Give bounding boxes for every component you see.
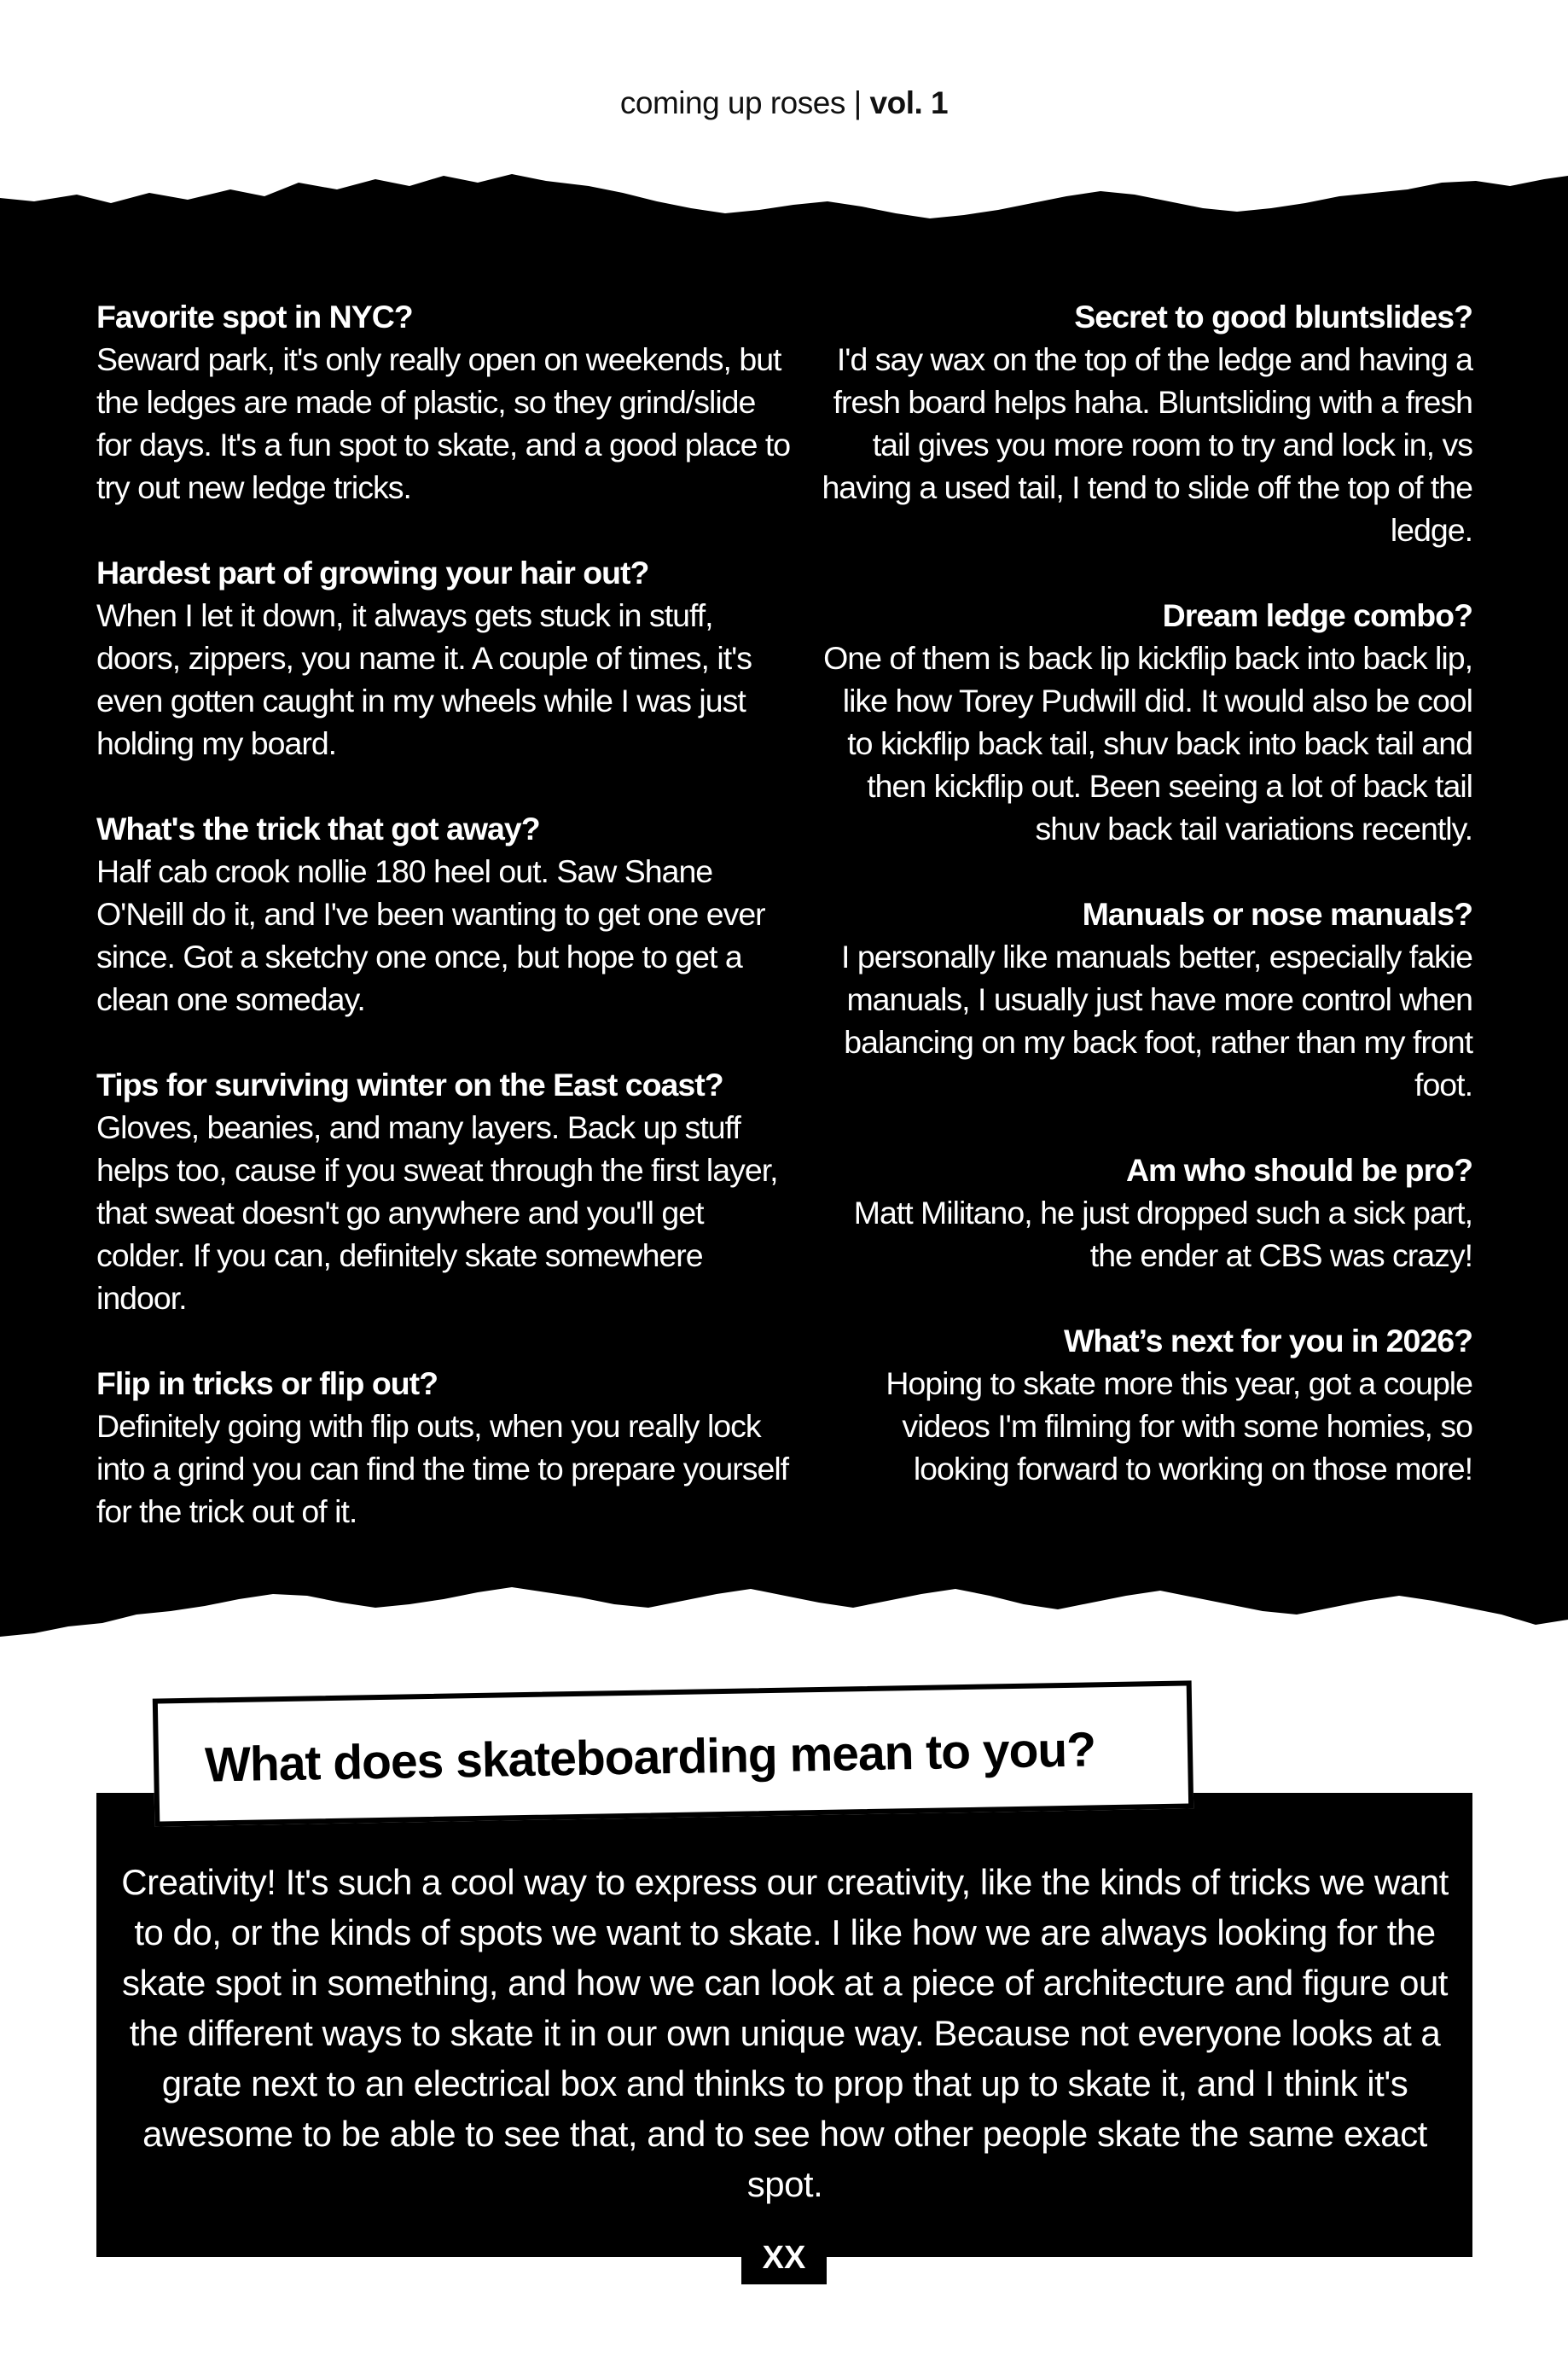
question: Am who should be pro? xyxy=(1125,1152,1472,1188)
question: What's the trick that got away? xyxy=(96,811,540,847)
question: Tips for surviving winter on the East coast? xyxy=(96,1067,723,1103)
question: Flip in tricks or flip out? xyxy=(96,1365,438,1401)
feature-title-tag xyxy=(153,1680,1193,1826)
qa-item xyxy=(96,807,796,1021)
answer: Half cab crook nollie 180 heel out. Saw Shane O'Neill do it, and I've been wanting to get one ever since. Got a sketchy one once, but hope to get a clean one someday. xyxy=(96,853,765,1017)
qa-item xyxy=(96,1063,796,1319)
answer: Matt Militano, he just dropped such a sick part, the ender at CBS was crazy! xyxy=(853,1195,1472,1273)
answer: When I let it down, it always gets stuck in stuff, doors, zippers, you name it. A couple of times, it's even gotten caught in my wheels while I was just holding my board. xyxy=(96,597,752,761)
answer: I'd say wax on the top of the ledge and having a fresh board helps haha. Bluntsliding with a fresh tail gives you more room to try and lock in, vs having a used tail, I tend to slide off the top of the ledge. xyxy=(822,341,1472,548)
feature-title: What does skateboarding mean to you? xyxy=(204,1722,1096,1793)
question: Manuals or nose manuals? xyxy=(1082,896,1472,932)
question: Favorite spot in NYC? xyxy=(96,299,413,335)
header-publication: coming up roses | xyxy=(619,85,870,120)
qa-item xyxy=(96,295,796,509)
qa-item xyxy=(819,295,1472,551)
answer: One of them is back lip kickflip back into back lip, like how Torey Pudwill did. It would also be cool to kickflip back tail, shuv back into back tail and then kickflip out. Been seeing a lot of back tail shuv back tail variations recently. xyxy=(823,640,1472,847)
left-interview-column xyxy=(96,295,796,1575)
question: Secret to good bluntslides? xyxy=(1074,299,1472,335)
question: What’s next for you in 2026? xyxy=(1063,1323,1472,1359)
answer: Gloves, beanies, and many layers. Back up stuff helps too, cause if you sweat through the first layer, that sweat doesn't go anywhere and you'll get colder. If you can, definitely skate somewhere indoor. xyxy=(96,1109,778,1316)
qa-item xyxy=(819,594,1472,850)
qa-item xyxy=(819,1149,1472,1277)
header-volume: vol. 1 xyxy=(869,85,949,120)
feature-answer: Creativity! It's such a cool way to express our creativity, like the kinds of tricks we want to do, or the kinds of spots we want to skate. I like how we are always looking for the skate spot in something, and how we can look at a piece of architecture and figure out the different ways to skate it in our own unique way. Because not everyone looks at a grate next to an electrical box and thinks to prop that up to skate it, and I think it's awesome to be able to see that, and to see how other people skate the same exact spot. xyxy=(121,1862,1449,2204)
qa-item xyxy=(819,1319,1472,1490)
qa-item xyxy=(96,551,796,765)
right-interview-column xyxy=(819,295,1472,1533)
question: Hardest part of growing your hair out? xyxy=(96,555,649,591)
qa-item xyxy=(819,893,1472,1106)
answer: Definitely going with flip outs, when you really lock into a grind you can find the time to prepare yourself for the trick out of it. xyxy=(96,1408,789,1529)
qa-item xyxy=(96,1362,796,1533)
question: Dream ledge combo? xyxy=(1162,597,1472,633)
answer: Seward park, it's only really open on weekends, but the ledges are made of plastic, so they grind/slide for days. It's a fun spot to skate, and a good place to try out new ledge tricks. xyxy=(96,341,791,505)
answer: Hoping to skate more this year, got a couple videos I'm filming for with some homies, so looking forward to working on those more! xyxy=(886,1365,1472,1487)
page-number: XX xyxy=(741,2231,827,2284)
answer: I personally like manuals better, especially fakie manuals, I usually just have more control when balancing on my back foot, rather than my front foot. xyxy=(841,939,1472,1103)
